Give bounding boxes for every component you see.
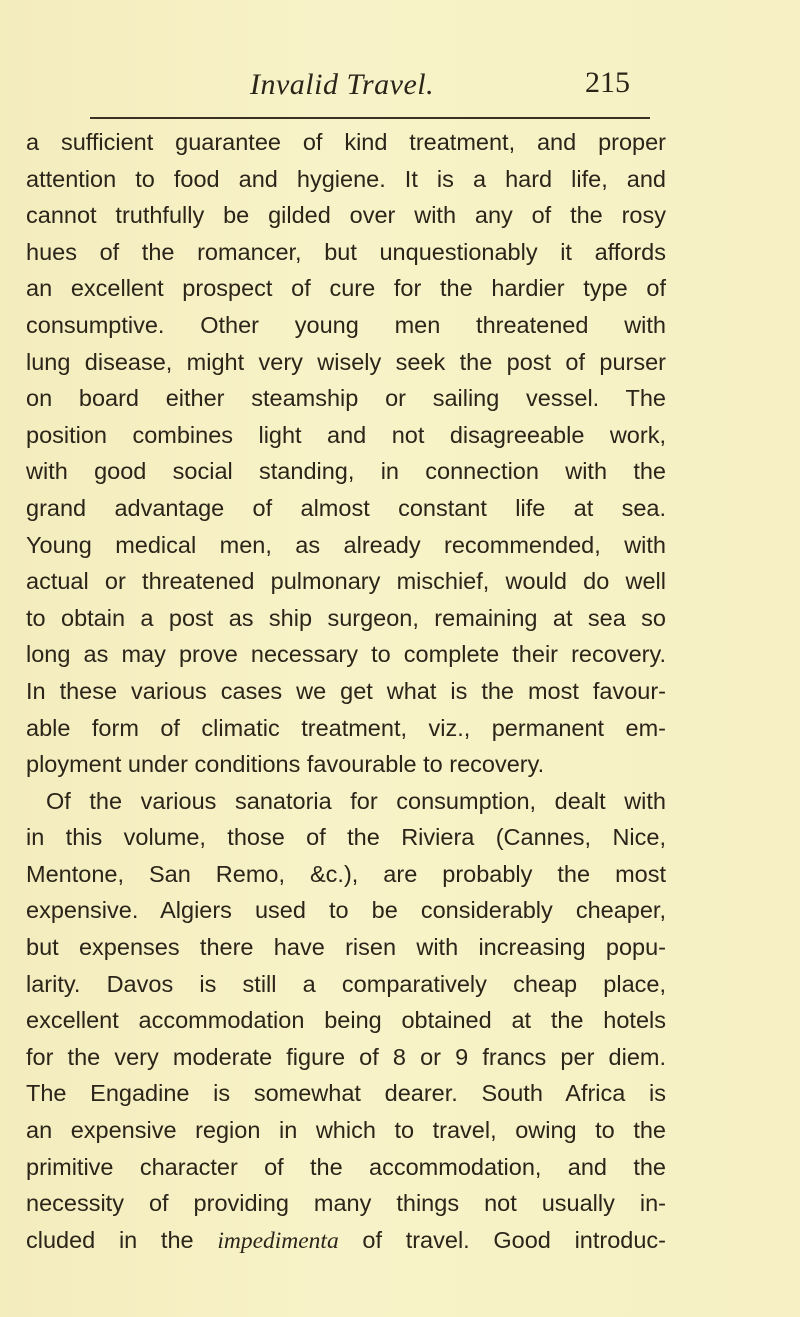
text-line: in this volume, those of the Riviera (Cannes, Nice, [26,824,666,851]
text-line: an expensive region in which to travel, owing to the [26,1117,666,1144]
text-line: ployment under conditions favourable to recovery. [26,751,545,778]
text-line: an excellent prospect of cure for the hardier type of [26,275,666,302]
italic-term: impedimenta [217,1227,339,1254]
page-number: 215 [585,66,630,99]
text-segment: cluded in the [26,1226,218,1253]
text-line: cannot truthfully be gilded over with any of the rosy [26,202,666,229]
text-line: position combines light and not disagreeable work, [26,421,666,448]
text-line: larity. Davos is still a comparatively cheap place, [26,970,666,997]
text-line: Young medical men, as already recommended, with [26,531,666,558]
text-line: consumptive. Other young men threatened with [26,311,666,338]
running-title: Invalid Travel. [250,68,435,101]
text-line: actual or threatened pulmonary mischief, would do well [26,568,666,595]
text-line: excellent accommodation being obtained at the hotels [26,1007,666,1034]
text-line: but expenses there have risen with increasing popu- [26,934,666,961]
text-line: to obtain a post as ship surgeon, remaining at sea so [26,604,666,631]
text-line: Mentone, San Remo, &c.), are probably the most [26,860,666,887]
text-line: Of the various sanatoria for consumption, dealt with [46,787,666,814]
text-line: lung disease, might very wisely seek the post of purser [26,348,666,375]
text-line: for the very moderate figure of 8 or 9 francs per diem. [26,1043,666,1070]
text-line: The Engadine is somewhat dearer. South Africa is [26,1080,666,1107]
text-line: In these various cases we get what is the most favour- [26,677,666,704]
text-line: able form of climatic treatment, viz., permanent em- [26,714,666,741]
text-line: necessity of providing many things not usually in- [26,1190,666,1217]
text-line: long as may prove necessary to complete their recovery. [26,641,666,668]
text-line: on board either steamship or sailing vessel. The [26,385,666,412]
text-line [26,1222,666,1259]
text-line: a sufficient guarantee of kind treatment, and proper [26,129,666,155]
text-line: attention to food and hygiene. It is a hard life, and [26,165,666,192]
body-text [26,124,666,1258]
text-line: expensive. Algiers used to be considerably cheaper, [26,897,666,924]
text-segment: of travel. Good introduc- [338,1226,666,1253]
header-rule [90,117,650,119]
text-line: with good social standing, in connection with the [26,458,666,485]
text-line: primitive character of the accommodation, and the [26,1153,666,1180]
text-line: grand advantage of almost constant life at sea. [26,494,666,521]
text-line: hues of the romancer, but unquestionably it affords [26,238,666,265]
